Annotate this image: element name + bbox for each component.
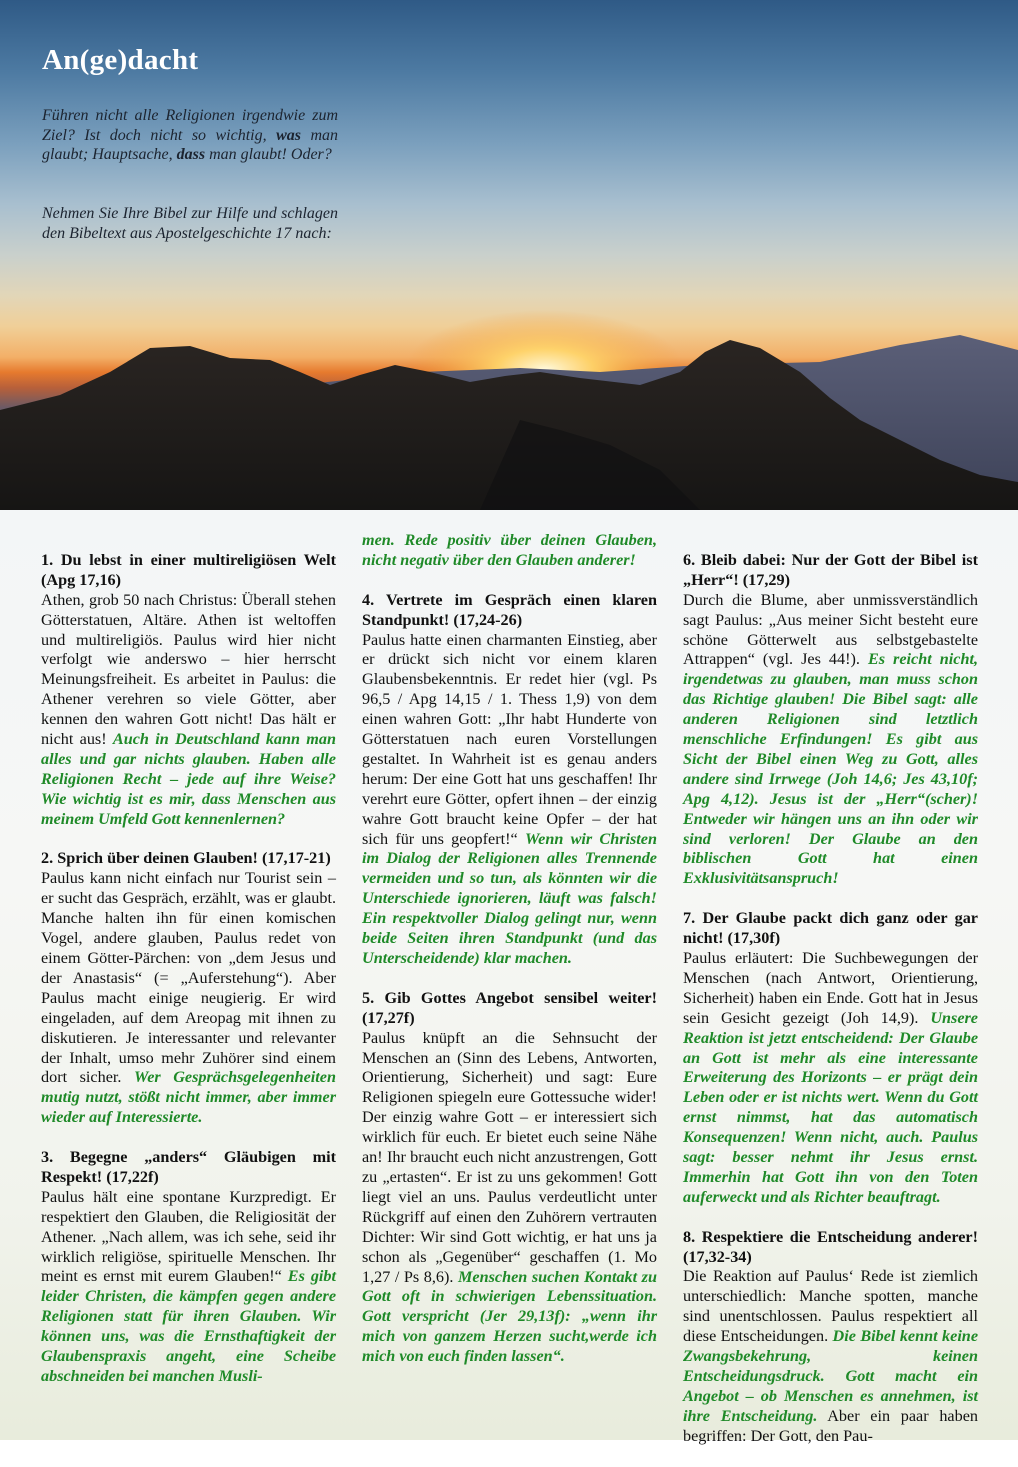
hero-mountain-sunset-photo <box>0 0 1018 510</box>
section-text: Paulus erläutert: Die Suchbewegungen der Menschen (nach Antwort, Orientierung, Sicherheit) haben ein Ende. Gott hat in Jesus sein Gesicht gezeigt (Joh 14,9). <box>683 949 978 1027</box>
intro-text-part: man glaubt! Oder? <box>205 146 332 164</box>
section-highlight: Menschen suchen Kontakt zu Gott oft in schwierigen Lebenssituation. Gott verspricht (Jer 29,13f): „wenn ihr mich von ganzem Herzen sucht,werde ich mich von euch finden lassen“. <box>362 1267 657 1366</box>
column-1 <box>41 531 336 1407</box>
section-highlight-part-1: Es gibt leider Christen, die kämpfen gegen andere Religionen statt für ihren Glauben. Wir können uns, was die Ernsthaftigkeit der Glaubenspraxis angeht, eine Scheibe abschneiden bei manchen Musli- <box>41 1267 336 1386</box>
intro-text-part: Führen nicht alle Religionen irgendwie zum Ziel? Ist doch nicht so wichtig, <box>42 107 338 144</box>
section-highlight: Es reicht nicht, irgendetwas zu glauben, man muss schon das Richtige glauben! Die Bibel sagt: alle anderen Religionen sind letztlich menschliche Erfindungen! Es gibt aus Sicht der Bibel einen Weg zu Gott, alles andere sind Irrwege (Joh 14,6; Jes 43,10f; Apg 4,12). Jesus ist der „Herr“(scher)! Entweder wir hängen uns an ihn oder wir sind verloren! Der Glaube an den biblischen Gott hat einen Exklusivitätsanspruch! <box>683 650 978 888</box>
section-heading: 2. Sprich über deinen Glauben! (17,17-21) <box>41 849 331 868</box>
intro-text-part: man glaubt; Hauptsache, <box>42 126 338 164</box>
section-heading: 5. Gib Gottes Angebot sensibel weiter! (17,27f) <box>362 988 657 1027</box>
section-highlight-part-2: men. Rede positiv über deinen Glauben, nicht negativ über den Glauben anderer! <box>362 531 657 569</box>
intro-emphasis-dass: dass <box>176 146 206 164</box>
section-text: Paulus knüpft an die Sehnsucht der Menschen an (Sinn des Lebens, Antworten, Orientierung, Sicherheit) und sagt: Eure Religionen spiegeln eure Gottessuche wider! Der einzig wahre Gott – er interessiert sich wirklich für euch. Er bietet euch seine Nähe an! Ihr braucht euch nicht anzustrengen, Gott zu „ertasten“. Er ist zu uns gekommen! Gott liegt viel an uns. Paulus verdeutlicht unter Rückgriff auf einen den Zuhörern vertrauten Dichter: Wir sind Gott wichtig, er hat uns ja schon als „Gegenüber“ geschaffen (1. Mo 1,27 / Ps 8,6). <box>362 1028 657 1286</box>
page-title: An(ge)dacht <box>42 44 199 76</box>
intro-paragraph-questions <box>42 106 338 165</box>
section-text-continued: Aber ein paar haben begriffen: Der Gott, den Pau- <box>683 1406 978 1445</box>
section-text: Athen, grob 50 nach Christus: Überall stehen Götterstatuen, Altäre. Athen ist weltoffen und multireligiös. Paulus wird hier nicht verfolgt wie anderswo – hier herrscht Meinungsfreiheit. Es arbeitet in Paulus: die Athener verehren so viele Götter, aber kennen den wahren Gott nicht! Das hält er nicht aus! <box>41 590 336 749</box>
intro-paragraph-bible: Nehmen Sie Ihre Bibel zur Hilfe und schlagen den Bibeltext aus Apostelgeschichte 17 nach: <box>42 205 338 242</box>
section-highlight: Die Bibel kennt keine Zwangsbekehrung, keinen Entscheidungsdruck. Gott macht ein Angebot – ob Menschen es annehmen, ist ihre Entscheidung. <box>683 1327 978 1425</box>
section-highlight: Unsere Reaktion ist jetzt entscheidend: Der Glaube an Gott ist mehr als eine interessante Erweiterung des Horizonts – er prägt dein Leben oder er ist nichts wert. Wenn du Gott ernst nimmst, hat das automatisch Konsequenzen! Wenn nicht, auch. Paulus sagt: besser nehmt ihr Jesus ernst. Immerhin hat Gott ihn von den Toten auferweckt und als Richter beauftragt. <box>683 1008 978 1206</box>
section-3-continued <box>362 531 657 571</box>
section-text: Paulus hält eine spontane Kurzpredigt. Er respektiert den Glauben, die Religiosität der Athener. „Nach allem, was ich sehe, seid ihr wirklich religiöse, spirituelle Menschen. Ihr meint es ernst mit eurem Glauben!“ <box>41 1187 336 1286</box>
section-heading: 3. Begegne „anders“ Gläubigen mit Respekt! (17,22f) <box>41 1148 336 1186</box>
section-highlight: Auch in Deutschland kann man alles und gar nichts glauben. Haben alle Religionen Recht – jede auf ihre Weise? Wie wichtig ist es mir, dass Menschen aus meinem Umfeld Gott kennenlernen? <box>41 730 336 828</box>
section-highlight: Wer Gesprächsgelegenheiten mutig nutzt, stößt nicht immer, aber immer wieder auf Interessierte. <box>41 1068 336 1127</box>
section-text: Die Reaktion auf Paulus‘ Rede ist ziemlich unterschiedlich: Manche spotten, manche sind unentschlossen. Paulus respektiert all diese Entscheidungen. <box>683 1267 978 1346</box>
section-heading: 7. Der Glaube packt dich ganz oder gar nicht! (17,30f) <box>683 909 978 948</box>
section-heading: 4. Vertrete im Gespräch einen klaren Standpunkt! (17,24-26) <box>362 590 657 629</box>
section-highlight: Wenn wir Christen im Dialog der Religionen alles Trennende vermeiden und so tun, als könnten wir die Unterschiede ignorieren, läuft was falsch! Ein respektvoller Dialog gelingt nur, wenn beide Seiten ihren Standpunkt (und das Unterscheidende) klar machen. <box>362 829 657 968</box>
section-heading: 6. Bleib dabei: Nur der Gott der Bibel ist „Herr“! (17,29) <box>683 550 978 589</box>
section-text: Paulus kann nicht einfach nur Tourist sein – er sucht das Gespräch, erzählt, was er glaubt. Manche halten ihn für einen komischen Vogel, andere glauben, Paulus redet von einem Götter-Pärchen: von „dem Jesus und der Anastasis“ (= „Auferstehung“). Aber Paulus macht einige neugierig. Er wird eingeladen, auf dem Areopag mit ihnen zu diskutieren. Je interessanter und relevanter der Inhalt, umso mehr Zuhörer sind einem dort sicher. <box>41 869 336 1087</box>
section-text: Durch die Blume, aber unmissverständlich sagt Paulus: „Aus meiner Sicht besteht eure schöne Götterwelt aus selbstgebastelte Attrappen“ (vgl. Jes 44!). <box>683 590 978 669</box>
section-heading: 8. Respektiere die Entscheidung anderer! (17,32-34) <box>683 1227 978 1266</box>
column-2 <box>362 531 657 1387</box>
section-heading: 1. Du lebst in einer multireligiösen Welt (Apg 17,16) <box>41 550 336 589</box>
intro-emphasis-was: was <box>276 126 301 144</box>
section-text: Paulus hatte einen charmanten Einstieg, aber er drückt sich nicht vor einem klaren Glaubensbekenntnis. Er redet hier (vgl. Ps 96,5 / Apg 14,15 / 1. Thess 1,9) von dem einen wahren Gott: „Ihr habt Hunderte von Götterstatuen nach euren Vorstellungen gestaltet. In Wahrheit ist es genau anders herum: Der eine Gott hat uns geschaffen! Ihr verehrt eure Götter, opfert ihnen – der einzig wahre Gott braucht keine Opfer – der hat sich für uns geopfert!“ <box>362 630 657 848</box>
column-3 <box>683 531 978 1467</box>
